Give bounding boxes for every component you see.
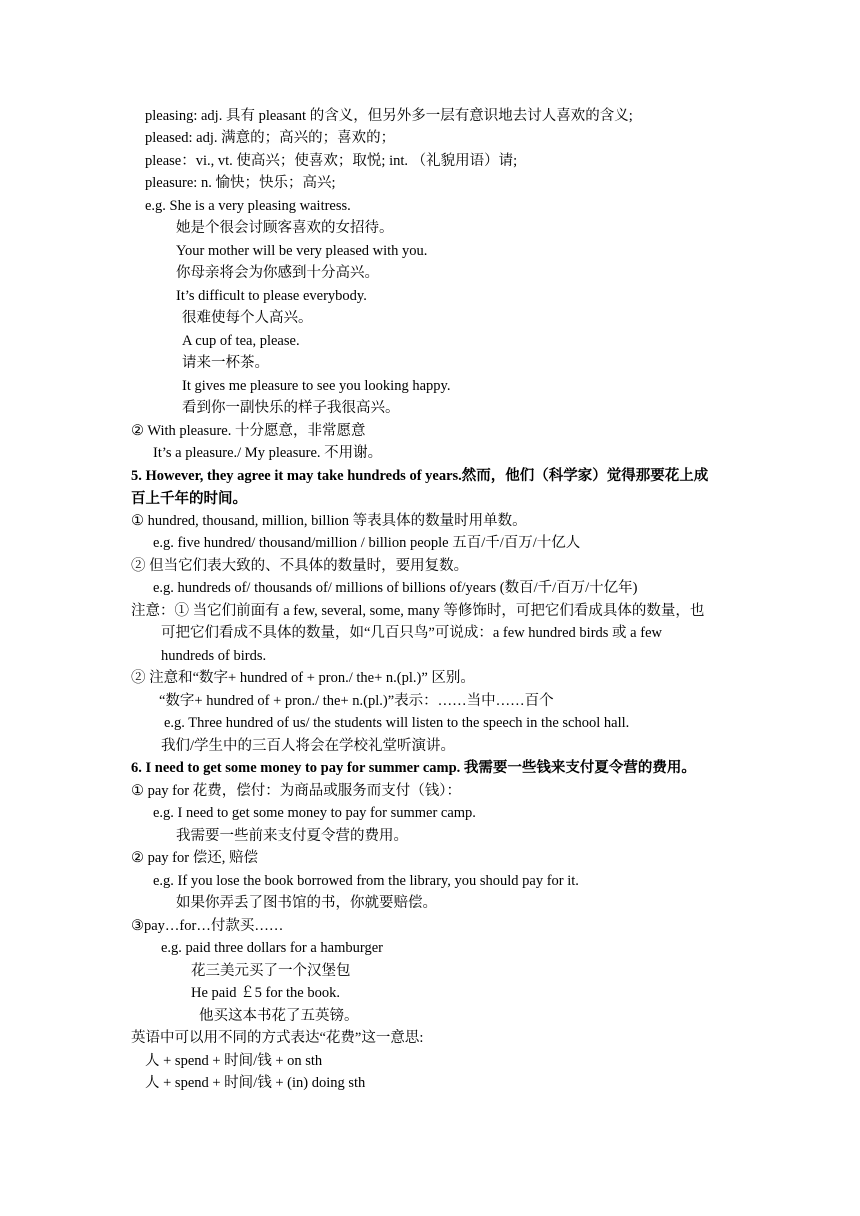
example-translation: 我需要一些前来支付夏令营的费用。	[176, 828, 408, 844]
spend-heading: 英语中可以用不同的方式表达“花费”这一意思:	[131, 1030, 424, 1046]
example-translation: 看到你一副快乐的样子我很高兴。	[182, 400, 400, 416]
note-structure: “数字+ hundred of + pron./ the+ n.(pl.)”表示：……当中……百个	[159, 693, 554, 709]
note-point-2: ② 注意和“数字+ hundred of + pron./ the+ n.(pl.)” 区别。	[131, 670, 475, 686]
example-line: e.g. If you lose the book borrowed from the library, you should pay for it.	[153, 873, 579, 889]
section-6-heading: 6. I need to get some money to pay for summer camp. 我需要一些钱来支付夏令营的费用。	[131, 760, 696, 776]
example-line: It’s difficult to please everybody.	[176, 288, 367, 304]
point-my-pleasure: It’s a pleasure./ My pleasure. 不用谢。	[153, 445, 383, 461]
def-pleased: pleased: adj. 满意的；高兴的；喜欢的；	[145, 130, 396, 146]
example-translation: 我们/学生中的三百人将会在学校礼堂听演讲。	[161, 738, 456, 754]
spend-pattern-1: 人 + spend + 时间/钱 + on sth	[145, 1053, 323, 1069]
note-heading: 注意：① 当它们前面有 a few, several, some, many 等修饰时，可把它们看成具体的数量，也	[131, 603, 705, 619]
point-1: ① hundred, thousand, million, billion 等表具体的数量时用单数。	[131, 513, 527, 529]
def-please: please：vi., vt. 使高兴；使喜欢；取悦; int. （礼貌用语）请;	[145, 153, 518, 169]
example-line: Your mother will be very pleased with you.	[176, 243, 428, 259]
example-line: e.g. five hundred/ thousand/million / billion people 五百/千/百万/十亿人	[153, 535, 581, 551]
section-5-heading-cont: 百上千年的时间。	[131, 491, 247, 507]
example-line: e.g. She is a very pleasing waitress.	[145, 198, 351, 214]
example-line: A cup of tea, please.	[182, 333, 300, 349]
example-translation: 他买这本书花了五英镑。	[199, 1008, 359, 1024]
point-2: ② 但当它们表大致的、不具体的数量时，要用复数。	[131, 558, 469, 574]
example-line: e.g. hundreds of/ thousands of/ millions of billions of/years (数百/千/百万/十亿年)	[153, 580, 638, 596]
example-line: It gives me pleasure to see you looking happy.	[182, 378, 451, 394]
example-translation: 请来一杯茶。	[182, 355, 269, 371]
section-5-heading: 5. However, they agree it may take hundreds of years.然而，他们（科学家）觉得那要花上成	[131, 468, 709, 484]
point-2: ② pay for 偿还, 赔偿	[131, 850, 258, 866]
point-with-pleasure: ② With pleasure. 十分愿意，非常愿意	[131, 423, 366, 439]
example-line: He paid ￡5 for the book.	[191, 985, 340, 1001]
note-cont: hundreds of birds.	[161, 648, 267, 664]
example-translation: 你母亲将会为你感到十分高兴。	[176, 265, 379, 281]
point-1: ① pay for 花费，偿付：为商品或服务而支付（钱）：	[131, 783, 461, 799]
example-translation: 花三美元买了一个汉堡包	[191, 963, 351, 979]
example-line: e.g. paid three dollars for a hamburger	[161, 940, 383, 956]
example-translation: 很难使每个人高兴。	[182, 310, 313, 326]
example-line: e.g. Three hundred of us/ the students will listen to the speech in the school hall.	[164, 715, 630, 731]
example-translation: 她是个很会讨顾客喜欢的女招待。	[176, 220, 394, 236]
def-pleasure: pleasure: n. 愉快；快乐；高兴;	[145, 175, 336, 191]
spend-pattern-2: 人 + spend + 时间/钱 + (in) doing sth	[145, 1075, 366, 1091]
example-line: e.g. I need to get some money to pay for summer camp.	[153, 805, 476, 821]
def-pleasing: pleasing: adj. 具有 pleasant 的含义，但另外多一层有意识地去讨人喜欢的含义;	[145, 108, 633, 124]
point-3: ③pay…for…付款买……	[131, 918, 284, 934]
note-cont: 可把它们看成不具体的数量，如“几百只鸟”可说成：a few hundred birds 或 a few	[161, 625, 662, 641]
example-translation: 如果你弄丢了图书馆的书，你就要赔偿。	[176, 895, 437, 911]
